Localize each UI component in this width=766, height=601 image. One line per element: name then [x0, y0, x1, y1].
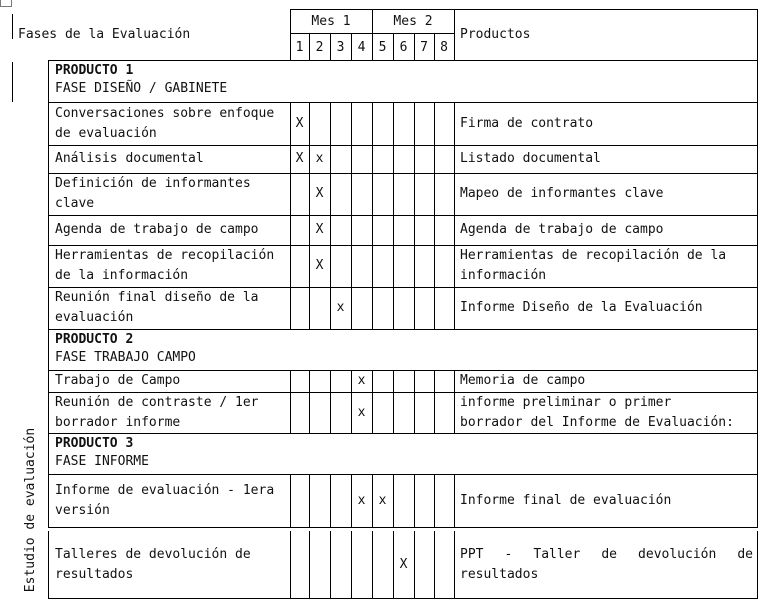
activity-label: evaluación — [55, 310, 134, 325]
activity-label: borrador informe — [55, 415, 181, 430]
activity-label: Herramientas de recopilación — [55, 248, 275, 263]
column-border — [757, 474, 758, 527]
column-border — [290, 287, 291, 329]
column-border — [330, 215, 331, 245]
activity-label: Trabajo de Campo — [55, 373, 181, 388]
section-right-border — [757, 329, 758, 370]
column-border — [454, 245, 455, 287]
phase-title: FASE TRABAJO CAMPO — [55, 350, 196, 365]
phase-title: FASE INFORME — [55, 454, 149, 469]
column-border — [290, 215, 291, 245]
left-margin-mark — [12, 62, 13, 102]
column-border — [330, 392, 331, 433]
column-border — [330, 370, 331, 392]
column-border — [48, 245, 49, 287]
column-border — [48, 531, 49, 598]
column-border — [393, 173, 394, 215]
column-border — [454, 531, 455, 598]
activity-label: Talleres de devolución de — [55, 547, 251, 562]
column-border — [372, 287, 373, 329]
column-border — [434, 392, 435, 433]
section-left-border — [48, 433, 49, 474]
product-label: Listado documental — [460, 151, 601, 166]
column-border — [48, 173, 49, 215]
column-border — [309, 287, 310, 329]
column-border — [309, 392, 310, 433]
column-border — [414, 102, 415, 145]
column-border — [434, 474, 435, 527]
column-border — [48, 392, 49, 433]
column-border — [434, 33, 435, 60]
column-border — [454, 370, 455, 392]
schedule-mark: x — [378, 493, 387, 508]
column-border — [454, 287, 455, 329]
column-border — [330, 474, 331, 527]
product-title: PRODUCTO 1 — [55, 63, 134, 78]
column-border — [393, 370, 394, 392]
column-border — [48, 370, 49, 392]
column-border — [454, 392, 455, 433]
week-1-header: 1 — [295, 40, 304, 55]
column-border — [351, 33, 352, 60]
row-bottom-border — [48, 598, 758, 599]
schedule-mark: x — [315, 151, 324, 166]
activity-label: Análisis documental — [55, 151, 204, 166]
column-border — [757, 531, 758, 598]
column-border — [414, 474, 415, 527]
column-border — [351, 145, 352, 173]
column-border — [434, 215, 435, 245]
schedule-mark: x — [357, 405, 366, 420]
column-border — [48, 287, 49, 329]
header-bottom-border — [290, 60, 454, 61]
product-title: PRODUCTO 3 — [55, 436, 134, 451]
column-border — [393, 215, 394, 245]
week-5-header: 5 — [378, 40, 387, 55]
column-border — [330, 33, 331, 60]
row-bottom-border — [48, 145, 758, 146]
row-bottom-border — [48, 527, 758, 528]
column-border — [414, 245, 415, 287]
row-bottom-border — [48, 433, 758, 434]
column-border — [330, 102, 331, 145]
column-border — [48, 102, 49, 145]
column-border — [414, 33, 415, 60]
column-border — [48, 215, 49, 245]
column-border — [454, 102, 455, 145]
column-border — [393, 145, 394, 173]
column-border — [454, 9, 455, 60]
column-border — [757, 102, 758, 145]
product-label: Memoria de campo — [460, 373, 586, 388]
column-border — [330, 173, 331, 215]
column-border — [393, 245, 394, 287]
week-3-header: 3 — [336, 40, 345, 55]
product-title: PRODUCTO 2 — [55, 332, 134, 347]
activity-label: clave — [55, 196, 95, 211]
column-border — [414, 287, 415, 329]
phase-title: FASE DISEÑO / GABINETE — [55, 81, 228, 96]
column-border — [757, 9, 758, 60]
column-border — [757, 370, 758, 392]
phases-header: Fases de la Evaluación — [18, 27, 191, 42]
product-label: información — [460, 268, 547, 283]
schedule-mark: X — [295, 151, 304, 166]
column-border — [454, 173, 455, 215]
column-border — [372, 245, 373, 287]
section-right-border — [757, 433, 758, 474]
schedule-mark: X — [315, 258, 324, 273]
column-border — [434, 370, 435, 392]
month-2-header: Mes 2 — [393, 14, 433, 29]
column-border — [757, 215, 758, 245]
column-border — [393, 287, 394, 329]
column-border — [309, 102, 310, 145]
column-border — [454, 474, 455, 527]
column-border — [290, 392, 291, 433]
column-border — [372, 145, 373, 173]
column-border — [434, 531, 435, 598]
column-border — [330, 531, 331, 598]
section-top-border — [48, 60, 290, 61]
column-border — [330, 145, 331, 173]
row-bottom-border — [48, 329, 758, 330]
activity-label: de evaluación — [55, 126, 157, 141]
schedule-mark: x — [357, 493, 366, 508]
column-border — [393, 392, 394, 433]
section-bottom-border — [48, 102, 758, 103]
column-border — [454, 145, 455, 173]
column-border — [372, 173, 373, 215]
column-border — [309, 531, 310, 598]
column-border — [372, 102, 373, 145]
column-border — [757, 392, 758, 433]
product-label: informe preliminar o primer — [460, 395, 672, 410]
activity-label: Agenda de trabajo de campo — [55, 222, 259, 237]
column-border — [372, 215, 373, 245]
product-label: Firma de contrato — [460, 116, 594, 131]
column-border — [414, 392, 415, 433]
column-border — [290, 9, 291, 60]
schedule-mark: x — [357, 373, 366, 388]
schedule-mark: X — [399, 557, 408, 572]
product-label: Agenda de trabajo de campo — [460, 222, 664, 237]
section-left-border — [48, 329, 49, 370]
column-border — [372, 370, 373, 392]
column-border — [309, 474, 310, 527]
schedule-mark: X — [315, 186, 324, 201]
column-border — [351, 215, 352, 245]
column-border — [290, 531, 291, 598]
column-border — [351, 531, 352, 598]
column-border — [434, 145, 435, 173]
activity-label: Reunión de contraste / 1er — [55, 395, 259, 410]
column-border — [414, 145, 415, 173]
week-8-header: 8 — [440, 40, 448, 55]
column-border — [393, 33, 394, 60]
month-1-header: Mes 1 — [311, 14, 351, 29]
column-border — [414, 173, 415, 215]
activity-label: de la información — [55, 268, 189, 283]
week-2-header: 2 — [315, 40, 324, 55]
column-border — [414, 215, 415, 245]
week-7-header: 7 — [420, 40, 428, 55]
column-border — [309, 370, 310, 392]
activity-label: Conversaciones sobre enfoque — [55, 106, 275, 121]
week-6-header: 6 — [399, 40, 408, 55]
week-4-header: 4 — [357, 40, 366, 55]
column-border — [454, 215, 455, 245]
section-left-border — [48, 60, 49, 102]
column-border — [434, 102, 435, 145]
product-label: Informe Diseño de la Evaluación — [460, 300, 703, 315]
header-bottom-border — [454, 60, 757, 61]
column-border — [372, 531, 373, 598]
column-border — [290, 245, 291, 287]
column-border — [414, 531, 415, 598]
column-border — [351, 245, 352, 287]
activity-label: Definición de informantes — [55, 176, 251, 191]
schedule-mark: X — [295, 116, 304, 131]
column-border — [372, 392, 373, 433]
product-label: borrador del Informe de Evaluación: — [460, 415, 734, 430]
column-border — [757, 173, 758, 215]
column-border — [372, 9, 373, 60]
column-border — [393, 474, 394, 527]
product-label: Mapeo de informantes clave — [460, 186, 664, 201]
column-border — [757, 245, 758, 287]
product-label: PPT - Taller de devolución de resultados — [460, 547, 753, 582]
activity-label: Informe de evaluación - 1era — [55, 483, 275, 498]
header-left-border — [12, 14, 13, 39]
column-border — [757, 145, 758, 173]
column-border — [351, 173, 352, 215]
column-border — [290, 474, 291, 527]
column-border — [414, 370, 415, 392]
side-label: Estudio de evaluación — [23, 427, 38, 593]
activity-label: Reunión final diseño de la — [55, 290, 259, 305]
column-border — [351, 287, 352, 329]
column-border — [393, 102, 394, 145]
products-header: Productos — [460, 27, 531, 42]
schedule-mark: x — [336, 300, 345, 315]
row-bottom-border — [48, 215, 758, 216]
section-right-border — [757, 60, 758, 102]
column-border — [330, 245, 331, 287]
column-border — [309, 33, 310, 60]
column-border — [351, 102, 352, 145]
column-border — [290, 173, 291, 215]
activity-label: versión — [55, 503, 110, 518]
column-border — [48, 145, 49, 173]
column-border — [757, 287, 758, 329]
column-border — [434, 245, 435, 287]
anchor-icon — [0, 0, 12, 7]
column-border — [48, 474, 49, 527]
column-border — [434, 287, 435, 329]
section-bottom-border — [48, 474, 758, 475]
column-border — [290, 370, 291, 392]
product-label: Informe final de evaluación — [460, 493, 672, 508]
header-top-border — [290, 9, 757, 10]
schedule-mark: X — [315, 222, 324, 237]
product-label: Herramientas de recopilación de la — [460, 248, 727, 263]
column-border — [434, 173, 435, 215]
activity-label: resultados — [55, 567, 134, 582]
